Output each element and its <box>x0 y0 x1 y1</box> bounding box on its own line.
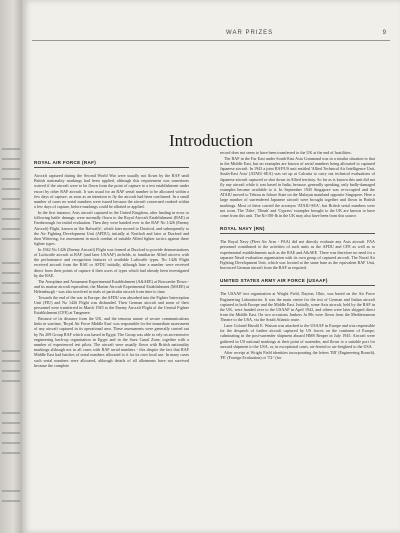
paragraph: The USAAF test organisation at Wright Field, Dayton, Ohio, was based on the Air Force Engineering Laboratories. It was the main centre for the test of German and Italian aircraft captured in both Europe and the Middle East. Initially, some Axis aircraft, held by the RAF in the UK, were handed over to the USAAF in April 1942, and others were later shipped direct from the Middle East. On two occasions Junkers Ju 88s were flown from the Mediterranean Theatre to the USA, via the South Atlantic route. <box>220 291 375 323</box>
section-title-raf: ROYAL AIR FORCE (RAF) <box>34 160 189 168</box>
running-head-title: WAR PRIZES <box>226 30 274 36</box>
paragraph: In 1942 No 1426 (Enemy Aircraft) Flight was formed at Duxford to provide demonstrations of Luftwaffe aircraft at RAF (and later USAAF) airfields, to familiarise Allied aircrew with the performance and recognition features of available Luftwaffe types. No 1426 Flight received aircraft from the RAE or AFDU initially, although later a number were received direct from their points of capture if their users of types which had already been investigated by the RAE. <box>34 246 189 278</box>
running-head <box>22 26 400 40</box>
chapter-heading: Introduction <box>168 131 254 150</box>
paragraph: Later Colonel Harold E. Watson was attached to the USAAF in Europe and was responsible for the despatch of further aircraft captured by US forces on the continent of Europe, culminating in the post-surrender shipment aboard HMS Reaper in July 1945. Aircraft were gathered in US national markings at their point of surrender, and flown to a suitable port for onward shipment to the USA, or, in exceptional cases, air-ferried or air-freighted to the USA. <box>220 323 375 349</box>
book-page <box>22 0 400 533</box>
left-column <box>34 150 189 369</box>
paragraph: The Royal Navy (Fleet Air Arm - FAA) did not directly evaluate any Axis aircraft. FAA personnel contributed to the activities of such units as the AFDU and CFE as well as to experimental establishments such as the RAE and A&AEE. There was therefore no need for a separate Naval evaluation organisation with its own group of captured aircraft. The Naval Air Fighting Development Unit, which was located at the same base as the equivalent RAF Unit, borrowed German aircraft from the RAF as required. <box>220 239 375 271</box>
header-rule <box>32 40 390 41</box>
page-number: 9 <box>382 30 386 36</box>
previous-page-edge <box>0 0 22 533</box>
paragraph: Aircraft captured during the Second World War were usually not flown by the RAF until British nationality markings had been applied, although this requirement was sometimes waived if the aircraft were to be flown from the point of capture to a test establishment under escort by other RAF aircraft. It was usual for an RAF serial number to be allocated within a few days of capture, as soon as an intention to fly the aircraft had been confirmed. In a small number of cases no serial numbers were issued because the aircraft concerned crashed within a few days of capture, before markings could be allotted or applied. <box>34 173 189 210</box>
paragraph: Because of its distance from the UK, and the tenuous nature of secure communications links in wartime, 'Royal Air Force Middle East' was responsible for the immediate assessment of any aircraft captured in its operational area. These assessments were generally carried out by No 209 Group RAF which was based in Egypt. The Group was able to rely on an extensive engineering back-up organisation in Egypt and in the Suez Canal Zone, together with a number of experienced test pilots. The aircraft were usually flown with British nationality markings although not in all cases with RAF serial numbers - this despite the fact that RAF Middle East had batches of serial numbers allocated to it for its own local use. In many cases such serial numbers were allocated, although details of all allotments have not survived because the complete <box>34 315 189 368</box>
paragraph: After receipt at Wright Field identities incorporating the letters 'EB' (Engineering Branch), 'FE' (Foreign Evaluation) or 'T2-' (for <box>220 349 375 360</box>
paragraph: In the first instance, Axis aircraft captured in the United Kingdom, after landing in error or following battle damage, were normally flown to the Royal Aircraft Establishment (RAE) at Farnborough for initial evaluation. Then they were handed over to the RAF No 1426 (Enemy Aircraft) Flight, known as 'the Rafwaffe', which later moved to Duxford, and subsequently to the Air Fighting Development Unit (AFDU), initially at Northolt and later at Duxford and then Wittering, for assessment in mock combat of suitable Allied fighter tactics against these fighter types. <box>34 209 189 247</box>
section-title-usaaf: UNITED STATES ARMY AIR FORCE (USAAF) <box>220 278 375 286</box>
paragraph: record does not seem to have been transferred to the UK at the end of hostilities. <box>220 150 352 155</box>
paragraph: The RAF in the Far East under South-East Asia Command was in a similar situation to that in the Middle East, but no examples are known of serial numbers being allocated to captured Japanese aircraft. In 1943 a joint RAF/US unit entitled 'Allied Technical Air Intelligence Unit, South-East Asia' (ATAIU-SEA) was set up at Calcutta to carry out technical evaluations of Japanese aircraft captured or shot down in Allied territory. So far as is known this unit did not fly any aircraft while it was based in India, because, generally speaking, only badly-damaged examples became available to it. In September 1945 Singapore was re-occupied and the ATAIU moved to Tebrau in Johore State on the Malayan mainland opposite Singapore. Here a large number of surrendered Japanese aircraft were brought together and flown in British markings. Most of these carried the acronym 'ATAIU-SEA', but British serial numbers were not worn. The 'Zeke', 'Dinah' and 'Cypress' examples brought to the UK are known to have come from this unit. The Ki-100-Ib in the UK may also have been from this source. <box>220 155 375 218</box>
right-column <box>220 150 375 361</box>
section-title-royal-navy: ROYAL NAVY (RN) <box>220 226 375 234</box>
paragraph: Towards the end of the war in Europe, the AFDU was absorbed into the Fighter Interception Unit (FIU) and No 1426 Flight was disbanded. Their German aircraft and some of their personnel were transferred in March 1945 to the Enemy Aircraft Flight of the Central Fighter Establishment (CFE) at Tangmere. <box>34 294 189 316</box>
paragraph: The Aeroplane and Armament Experimental Establishment (A&AEE) at Boscombe Down - and its marine aircraft equivalent, the Marine Aircraft Experimental Establishment (MAEE) at Helensburgh - was also involved in trials of particular aircraft from time to time. <box>34 278 189 294</box>
